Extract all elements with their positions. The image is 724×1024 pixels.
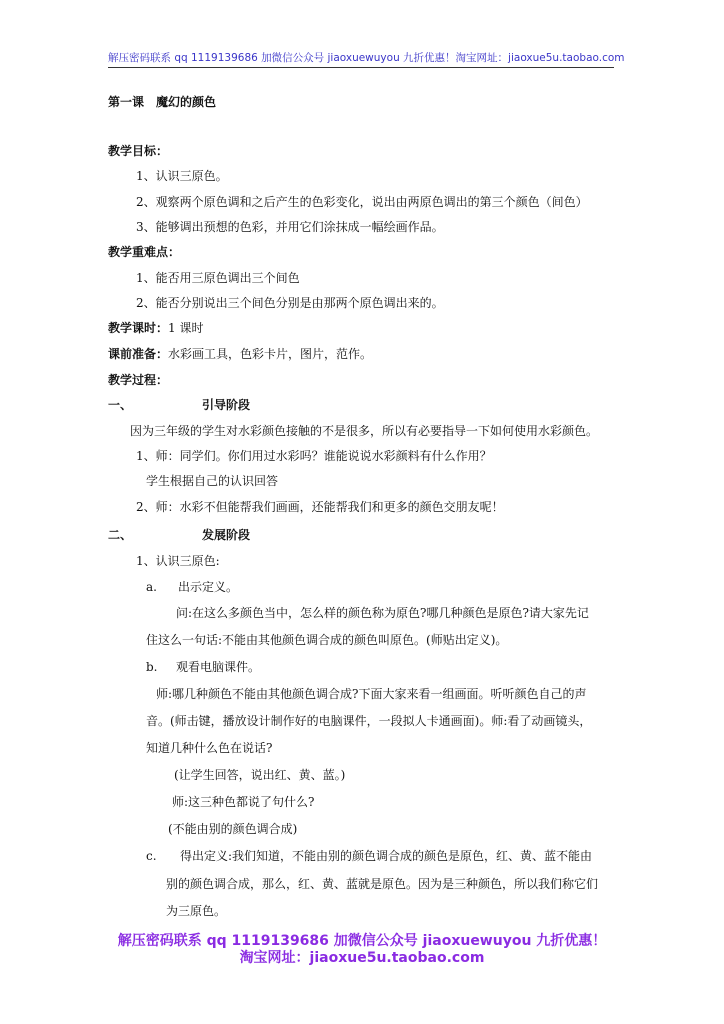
lesson-title: 第一课 魔幻的颜色 — [108, 95, 217, 109]
objectives-heading: 教学目标： — [108, 144, 169, 158]
process-heading: 教学过程： — [108, 373, 169, 387]
keypoints-heading: 教学重难点： — [108, 245, 181, 259]
step-b-paragraph: 音。(师击键，播放设计制作好的电脑课件，一段拟人卡通画面)。师:看了动画镜头， — [146, 714, 592, 728]
hours-label: 教学课时： — [108, 321, 169, 335]
footer-banner-line2: 淘宝网址：jiaoxue5u.taobao.com — [239, 950, 485, 966]
keypoint-item: 2、能否分别说出三个间色分别是由那两个原色调出来的。 — [136, 296, 444, 310]
stage2-number: 二、 — [108, 528, 133, 542]
step-c-paragraph: 得出定义:我们知道，不能由别的颜色调合成的颜色是原色，红、黄、蓝不能由 — [180, 849, 593, 863]
step-b-text: 观看电脑课件。 — [176, 660, 261, 674]
step-b-paragraph: (不能由别的颜色调合成) — [168, 822, 298, 836]
step-c-label: c. — [146, 849, 157, 863]
objective-item: 3、能够调出预想的色彩，并用它们涂抹成一幅绘画作品。 — [136, 220, 444, 234]
step-c-paragraph: 别的颜色调合成，那么，红、黄、蓝就是原色。因为是三种颜色，所以我们称它们 — [166, 877, 599, 891]
stage1-question: 2、师：水彩不但能帮我们画画，还能帮我们和更多的颜色交朋友呢！ — [136, 500, 504, 514]
objective-item: 2、观察两个原色调和之后产生的色彩变化，说出由两原色调出的第三个颜色（间色） — [136, 195, 588, 209]
step-b-paragraph: 知道几种什么色在说话? — [146, 741, 273, 755]
hours-value: 1 课时 — [168, 321, 204, 335]
stage2-item: 1、认识三原色: — [136, 554, 220, 568]
stage1-intro: 因为三年级的学生对水彩颜色接触的不是很多，所以有必要指导一下如何使用水彩颜色。 — [130, 424, 599, 438]
keypoint-item: 1、能否用三原色调出三个间色 — [136, 271, 300, 285]
stage1-number: 一、 — [108, 398, 133, 412]
step-b-label: b. — [146, 660, 158, 674]
stage1-question: 1、师：同学们。你们用过水彩吗？谁能说说水彩颜料有什么作用？ — [136, 449, 492, 463]
footer-banner-line1: 解压密码联系 qq 1119139686 加微信公众号 jiaoxuewuyou 九折优惠！ — [117, 933, 607, 949]
prep-row — [108, 346, 372, 362]
stage1-answer: 学生根据自己的认识回答 — [146, 474, 279, 488]
stage1-title: 引导阶段 — [202, 398, 251, 412]
objective-item: 1、认识三原色。 — [136, 169, 228, 183]
stage2-title: 发展阶段 — [202, 528, 251, 542]
step-b-paragraph: 师:哪几种颜色不能由其他颜色调合成?下面大家来看一组画面。听听颜色自己的声 — [156, 687, 587, 701]
prep-value: 水彩画工具，色彩卡片，图片，范作。 — [168, 347, 373, 361]
step-b-paragraph: (让学生回答，说出红、黄、蓝。) — [174, 768, 346, 782]
step-b-paragraph: 师:这三种色都说了句什么? — [172, 795, 315, 809]
prep-label: 课前准备： — [108, 347, 169, 361]
step-a-paragraph: 问:在这么多颜色当中，怎么样的颜色称为原色?哪几种颜色是原色?请大家先记 — [176, 606, 589, 620]
page-header-banner: 解压密码联系 qq 1119139686 加微信公众号 jiaoxuewuyou 九折优惠！淘宝网址：jiaoxue5u.taobao.com — [108, 50, 614, 68]
step-c-paragraph: 为三原色。 — [166, 904, 227, 918]
step-a-label: a. — [146, 580, 157, 594]
step-a-text: 出示定义。 — [178, 580, 239, 594]
hours-row — [108, 320, 203, 336]
step-a-paragraph: 住这么一句话:不能由其他颜色调合成的颜色叫原色。(师贴出定义)。 — [146, 633, 508, 647]
